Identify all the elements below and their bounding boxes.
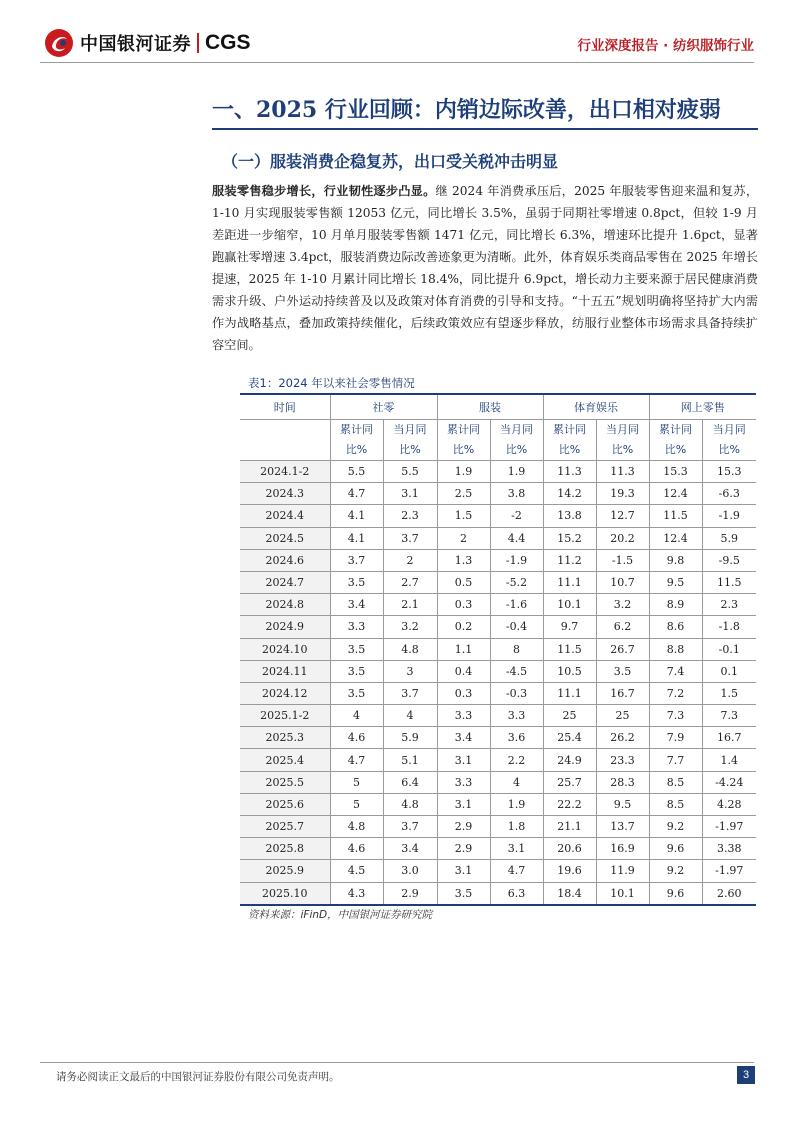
report-type-label: 行业深度报告 · 纺织服饰行业 xyxy=(577,38,754,54)
cell-value: 7.2 xyxy=(649,682,702,704)
page-header xyxy=(0,0,794,70)
cell-value: 2.3 xyxy=(383,505,437,527)
cell-value: 20.2 xyxy=(596,527,649,549)
table-row xyxy=(240,461,756,483)
cell-value: 11.3 xyxy=(543,461,596,483)
cell-value: 3.2 xyxy=(596,594,649,616)
cell-value: 3.38 xyxy=(702,838,756,860)
cell-period: 2024.7 xyxy=(240,571,330,593)
cell-period: 2025.1-2 xyxy=(240,705,330,727)
cell-value: 3.1 xyxy=(437,749,490,771)
cell-value: -1.5 xyxy=(596,549,649,571)
cell-period: 2025.6 xyxy=(240,793,330,815)
cell-value: 12.7 xyxy=(596,505,649,527)
cell-value: 4.28 xyxy=(702,793,756,815)
table-row xyxy=(240,527,756,549)
cell-value: 4.3 xyxy=(330,882,383,905)
cell-value: 16.7 xyxy=(702,727,756,749)
cell-value: 9.5 xyxy=(596,793,649,815)
cell-value: 0.5 xyxy=(437,571,490,593)
cell-value: 3.5 xyxy=(330,638,383,660)
cell-value: 3.0 xyxy=(383,860,437,882)
cell-value: 3.2 xyxy=(383,616,437,638)
cell-value: 9.6 xyxy=(649,882,702,905)
table-body xyxy=(240,461,756,905)
cell-value: 9.5 xyxy=(649,571,702,593)
cell-value: 3.3 xyxy=(330,616,383,638)
cell-value: 5 xyxy=(330,793,383,815)
cell-value: 7.4 xyxy=(649,660,702,682)
cell-value: -1.8 xyxy=(702,616,756,638)
cell-period: 2024.5 xyxy=(240,527,330,549)
cell-period: 2025.4 xyxy=(240,749,330,771)
cell-value: 3.5 xyxy=(596,660,649,682)
cell-value: 9.8 xyxy=(649,549,702,571)
cell-value: 3.3 xyxy=(490,705,543,727)
subsection-title: （一）服装消费企稳复苏，出口受关税冲击明显 xyxy=(222,152,559,171)
cell-value: 4.5 xyxy=(330,860,383,882)
cell-value: -6.3 xyxy=(702,483,756,505)
cell-value: 3.5 xyxy=(437,882,490,905)
cell-value: 2.9 xyxy=(437,816,490,838)
header-cumulative: 累计同比% xyxy=(330,420,383,461)
cell-value: 11.9 xyxy=(596,860,649,882)
cell-value: 11.5 xyxy=(649,505,702,527)
cell-value: -1.6 xyxy=(490,594,543,616)
footer-disclaimer: 请务必阅读正文最后的中国银河证券股份有限公司免责声明。 xyxy=(56,1071,340,1083)
cell-value: 21.1 xyxy=(543,816,596,838)
cell-value: 3.5 xyxy=(330,571,383,593)
cell-value: 0.2 xyxy=(437,616,490,638)
cell-value: 4.4 xyxy=(490,527,543,549)
cell-value: 4 xyxy=(383,705,437,727)
cell-value: 8.6 xyxy=(649,616,702,638)
cell-period: 2024.1-2 xyxy=(240,461,330,483)
cell-value: 7.7 xyxy=(649,749,702,771)
cell-value: 4 xyxy=(490,771,543,793)
cell-value: 2.3 xyxy=(702,594,756,616)
cell-value: 5.5 xyxy=(330,461,383,483)
cell-value: 0.3 xyxy=(437,594,490,616)
cell-value: 2.7 xyxy=(383,571,437,593)
header-monthly: 当月同比% xyxy=(383,420,437,461)
cell-period: 2025.5 xyxy=(240,771,330,793)
cell-value: -1.97 xyxy=(702,860,756,882)
cell-value: 1.1 xyxy=(437,638,490,660)
table-row xyxy=(240,616,756,638)
cell-value: 5.9 xyxy=(383,727,437,749)
cell-value: 1.9 xyxy=(490,793,543,815)
cell-value: -0.1 xyxy=(702,638,756,660)
cell-value: 3.3 xyxy=(437,771,490,793)
retail-sales-table xyxy=(240,393,756,906)
cell-value: 2.1 xyxy=(383,594,437,616)
cell-value: 25.7 xyxy=(543,771,596,793)
table-source: 资料来源：iFinD，中国银河证券研究院 xyxy=(248,909,433,921)
cell-period: 2024.11 xyxy=(240,660,330,682)
cell-value: 1.5 xyxy=(702,682,756,704)
table-row xyxy=(240,771,756,793)
cell-value: 13.8 xyxy=(543,505,596,527)
cell-value: 9.7 xyxy=(543,616,596,638)
cell-value: 5.9 xyxy=(702,527,756,549)
cell-period: 2025.10 xyxy=(240,882,330,905)
cell-period: 2024.10 xyxy=(240,638,330,660)
table-row xyxy=(240,816,756,838)
cell-value: 9.2 xyxy=(649,816,702,838)
table-row xyxy=(240,505,756,527)
cell-value: 3.3 xyxy=(437,705,490,727)
cell-value: 7.9 xyxy=(649,727,702,749)
cell-value: -2 xyxy=(490,505,543,527)
cell-value: 3.8 xyxy=(490,483,543,505)
cell-value: 23.3 xyxy=(596,749,649,771)
cell-period: 2025.8 xyxy=(240,838,330,860)
cell-period: 2025.3 xyxy=(240,727,330,749)
table-row xyxy=(240,638,756,660)
cell-value: 9.2 xyxy=(649,860,702,882)
cell-value: 28.3 xyxy=(596,771,649,793)
table-row xyxy=(240,682,756,704)
cell-value: 5 xyxy=(330,771,383,793)
header-cumulative: 累计同比% xyxy=(437,420,490,461)
cell-value: 4.8 xyxy=(383,793,437,815)
cell-value: 7.3 xyxy=(702,705,756,727)
cell-value: 3.4 xyxy=(330,594,383,616)
cell-value: 15.3 xyxy=(649,461,702,483)
header-monthly: 当月同比% xyxy=(596,420,649,461)
cell-value: 4.6 xyxy=(330,727,383,749)
table-title: 表1：2024 年以来社会零售情况 xyxy=(248,376,415,390)
table-row xyxy=(240,793,756,815)
cell-value: 10.1 xyxy=(596,882,649,905)
table-row xyxy=(240,705,756,727)
table-row xyxy=(240,727,756,749)
cell-value: 5.5 xyxy=(383,461,437,483)
cell-value: 1.9 xyxy=(437,461,490,483)
cell-value: 25 xyxy=(596,705,649,727)
cell-value: 4.7 xyxy=(330,749,383,771)
cell-value: -4.5 xyxy=(490,660,543,682)
cell-value: 11.5 xyxy=(543,638,596,660)
cell-value: -1.97 xyxy=(702,816,756,838)
cell-value: 6.4 xyxy=(383,771,437,793)
header-group-total-retail: 社零 xyxy=(330,394,437,420)
header-cumulative: 累计同比% xyxy=(543,420,596,461)
header-group-online: 网上零售 xyxy=(649,394,756,420)
cell-value: -0.3 xyxy=(490,682,543,704)
cell-value: 3.7 xyxy=(330,549,383,571)
table-row xyxy=(240,549,756,571)
table-row xyxy=(240,882,756,905)
cell-value: 10.7 xyxy=(596,571,649,593)
cell-value: -5.2 xyxy=(490,571,543,593)
cell-value: 2 xyxy=(437,527,490,549)
cell-value: 3.7 xyxy=(383,527,437,549)
cell-value: 8.9 xyxy=(649,594,702,616)
cell-period: 2024.9 xyxy=(240,616,330,638)
cell-value: 3.1 xyxy=(490,838,543,860)
cell-value: 1.9 xyxy=(490,461,543,483)
cell-value: 11.3 xyxy=(596,461,649,483)
page-number: 3 xyxy=(737,1066,755,1084)
section-title-underline xyxy=(212,128,758,130)
cell-value: 13.7 xyxy=(596,816,649,838)
header-empty xyxy=(240,420,330,461)
header-cumulative: 累计同比% xyxy=(649,420,702,461)
header-group-sports: 体育娱乐 xyxy=(543,394,649,420)
cell-value: 3.5 xyxy=(330,660,383,682)
cell-value: 6.3 xyxy=(490,882,543,905)
cell-value: 4.8 xyxy=(330,816,383,838)
footer-divider xyxy=(40,1062,754,1063)
cell-value: 0.4 xyxy=(437,660,490,682)
cell-value: 24.9 xyxy=(543,749,596,771)
table-row xyxy=(240,571,756,593)
cell-value: 2.9 xyxy=(383,882,437,905)
cell-value: 7.3 xyxy=(649,705,702,727)
cell-value: 1.3 xyxy=(437,549,490,571)
header-monthly: 当月同比% xyxy=(702,420,756,461)
cell-period: 2024.12 xyxy=(240,682,330,704)
cell-value: 18.4 xyxy=(543,882,596,905)
cell-value: -4.24 xyxy=(702,771,756,793)
cell-value: 8.8 xyxy=(649,638,702,660)
cell-value: 10.5 xyxy=(543,660,596,682)
table-row xyxy=(240,594,756,616)
cell-value: 2.9 xyxy=(437,838,490,860)
cell-period: 2024.8 xyxy=(240,594,330,616)
cell-value: 12.4 xyxy=(649,483,702,505)
cell-value: 3.4 xyxy=(437,727,490,749)
logo-separator xyxy=(197,33,199,53)
cell-value: 2.5 xyxy=(437,483,490,505)
cell-value: 1.5 xyxy=(437,505,490,527)
cell-value: 3 xyxy=(383,660,437,682)
cell-value: 8.5 xyxy=(649,793,702,815)
cell-value: 11.2 xyxy=(543,549,596,571)
cell-value: 12.4 xyxy=(649,527,702,549)
logo-chinese-name: 中国银河证券 xyxy=(80,34,191,55)
cell-value: 2.60 xyxy=(702,882,756,905)
cell-value: 4.7 xyxy=(330,483,383,505)
cell-value: 19.3 xyxy=(596,483,649,505)
cell-value: 26.7 xyxy=(596,638,649,660)
cell-value: 10.1 xyxy=(543,594,596,616)
logo-english-name: CGS xyxy=(205,31,251,54)
cell-value: -1.9 xyxy=(702,505,756,527)
cell-value: 3.6 xyxy=(490,727,543,749)
cell-value: -9.5 xyxy=(702,549,756,571)
cell-value: 5.1 xyxy=(383,749,437,771)
cell-value: 4 xyxy=(330,705,383,727)
header-monthly: 当月同比% xyxy=(490,420,543,461)
cell-value: 11.1 xyxy=(543,682,596,704)
cell-value: 14.2 xyxy=(543,483,596,505)
cell-value: 1.4 xyxy=(702,749,756,771)
cell-period: 2024.4 xyxy=(240,505,330,527)
body-paragraph xyxy=(212,180,758,356)
cell-value: 3.1 xyxy=(437,793,490,815)
table-row xyxy=(240,838,756,860)
table-row xyxy=(240,483,756,505)
cell-value: 0.1 xyxy=(702,660,756,682)
cell-value: 3.1 xyxy=(437,860,490,882)
cell-value: 0.3 xyxy=(437,682,490,704)
cell-value: 3.1 xyxy=(383,483,437,505)
cell-value: 22.2 xyxy=(543,793,596,815)
cell-value: 15.2 xyxy=(543,527,596,549)
cell-value: -1.9 xyxy=(490,549,543,571)
galaxy-logo-icon xyxy=(44,28,74,58)
header-divider xyxy=(40,62,754,63)
cell-period: 2024.6 xyxy=(240,549,330,571)
cell-value: 2 xyxy=(383,549,437,571)
cell-value: 4.1 xyxy=(330,527,383,549)
cell-value: 4.1 xyxy=(330,505,383,527)
cell-value: 4.8 xyxy=(383,638,437,660)
cell-value: 8.5 xyxy=(649,771,702,793)
section-title: 一、2025 行业回顾：内销边际改善，出口相对疲弱 xyxy=(212,97,721,123)
cell-value: 20.6 xyxy=(543,838,596,860)
table-row xyxy=(240,660,756,682)
cell-period: 2024.3 xyxy=(240,483,330,505)
cell-value: 3.4 xyxy=(383,838,437,860)
cell-value: 3.7 xyxy=(383,682,437,704)
cell-value: 25.4 xyxy=(543,727,596,749)
cell-value: 11.1 xyxy=(543,571,596,593)
cell-value: 6.2 xyxy=(596,616,649,638)
table-row xyxy=(240,749,756,771)
cell-value: 11.5 xyxy=(702,571,756,593)
cell-value: 19.6 xyxy=(543,860,596,882)
cell-value: 26.2 xyxy=(596,727,649,749)
cell-value: 8 xyxy=(490,638,543,660)
cell-value: 1.8 xyxy=(490,816,543,838)
paragraph-lead: 服装零售稳步增长，行业韧性逐步凸显。 xyxy=(212,184,436,198)
table-row xyxy=(240,860,756,882)
cell-value: -0.4 xyxy=(490,616,543,638)
cell-period: 2025.9 xyxy=(240,860,330,882)
cell-value: 9.6 xyxy=(649,838,702,860)
header-group-apparel: 服装 xyxy=(437,394,543,420)
cell-value: 16.9 xyxy=(596,838,649,860)
header-time: 时间 xyxy=(240,394,330,420)
cell-value: 15.3 xyxy=(702,461,756,483)
cell-value: 4.6 xyxy=(330,838,383,860)
cell-value: 25 xyxy=(543,705,596,727)
cell-value: 2.2 xyxy=(490,749,543,771)
cell-value: 4.7 xyxy=(490,860,543,882)
cell-period: 2025.7 xyxy=(240,816,330,838)
cell-value: 3.5 xyxy=(330,682,383,704)
paragraph-body: 继 2024 年消费承压后，2025 年服装零售迎来温和复苏，1-10 月实现服装零售额 12053 亿元，同比增长 3.5%，虽弱于同期社零增速 0.8pct，但较 1-9 月差距进一步缩窄，10 月单月服装零售额 1471 亿元，同比增长 6.3%，增速环比提升 1.6pct，显著跑赢社零增速 3.4pct，服装消费边际改善迹象更为清晰。此外，体育娱乐类商品零售在 2025 年增长提速，2025 年 1-10 月累计同比增长 18.4%，同比提升 6.9pct，增长动力主要来源于居民健康消费需求升级、户外运动持续普及以及政策对体育消费的引导和支持。“十五五”规划明确将坚持扩大内需作为战略基点，叠加政策持续催化，后续政策效应有望逐步释放，纺服行业整体市场需求具备持续扩容空间。 xyxy=(212,184,759,352)
cell-value: 3.7 xyxy=(383,816,437,838)
company-logo xyxy=(44,28,251,58)
cell-value: 16.7 xyxy=(596,682,649,704)
